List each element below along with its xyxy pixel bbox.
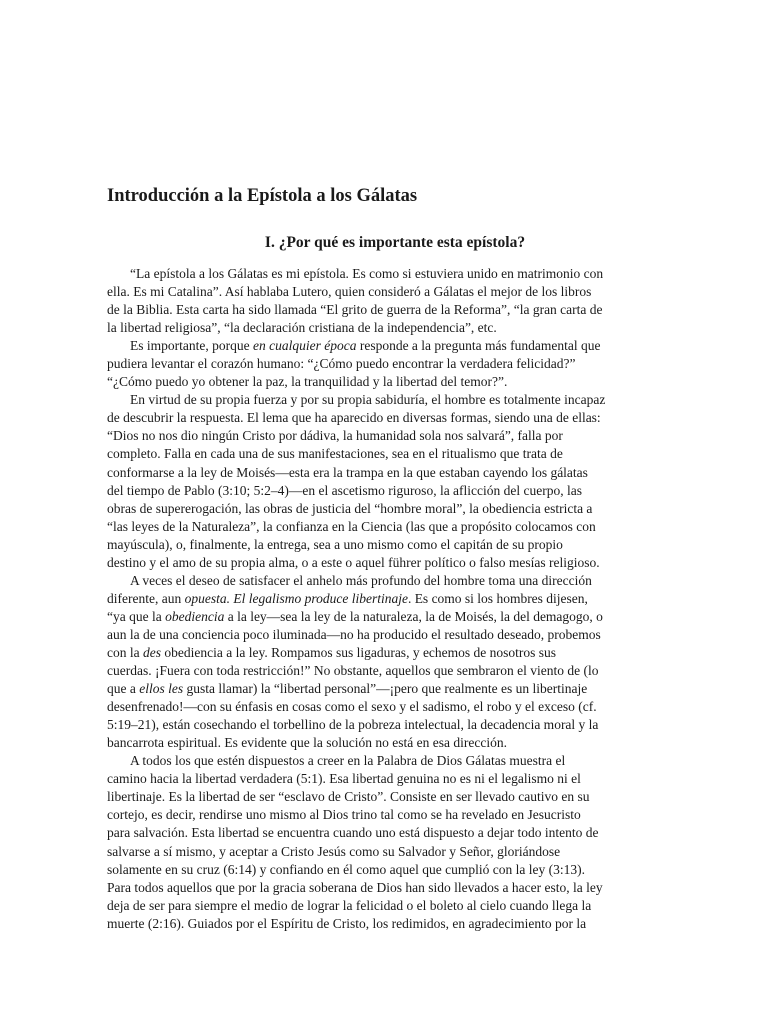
text-segment: Para todos aquellos que por la gracia soberana de Dios han sido llevados a hacer esto, la ley bbox=[107, 879, 603, 895]
text-line bbox=[107, 824, 667, 842]
text-line bbox=[107, 915, 667, 933]
section-heading: I. ¿Por qué es importante esta epístola? bbox=[264, 234, 526, 251]
text-segment: . Es como si los hombres dijesen, bbox=[407, 590, 588, 606]
text-segment: aun la de una conciencia poco iluminada—no ha producido el resultado deseado, probemos bbox=[107, 626, 601, 642]
italic-text: en cualquier época bbox=[252, 338, 357, 354]
text-segment: “La epístola a los Gálatas es mi epístola. Es como si estuviera unido en matrimonio con bbox=[130, 266, 604, 281]
text-segment: responde a la pregunta más fundamental que bbox=[356, 338, 601, 354]
text-line bbox=[107, 626, 667, 644]
text-line bbox=[107, 897, 667, 915]
text-segment: cortejo, es decir, rendirse uno mismo al Dios trino tal como se ha revelado en Jesucristo bbox=[107, 807, 581, 823]
text-line bbox=[107, 716, 667, 734]
text-line bbox=[107, 662, 667, 680]
text-segment: Es importante, porque bbox=[130, 338, 253, 354]
italic-text: obediencia bbox=[165, 608, 225, 624]
text-line bbox=[107, 391, 667, 409]
text-line bbox=[107, 843, 667, 861]
text-segment: pudiera levantar el corazón humano: “¿Cómo puedo encontrar la verdadera felicidad?” bbox=[107, 356, 576, 372]
text-segment: conformarse a la ley de Moisés—esta era la trampa en la que estaban cayendo los gálatas bbox=[107, 464, 588, 480]
text-line bbox=[107, 265, 667, 283]
text-line bbox=[107, 518, 667, 536]
text-line bbox=[107, 427, 667, 445]
text-segment: diferente, aun bbox=[107, 590, 185, 606]
text-segment: “Dios no nos dio ningún Cristo por dádiva, la humanidad sola nos salvará”, falla por bbox=[107, 428, 563, 444]
text-line bbox=[107, 861, 667, 879]
text-segment: salvarse a sí mismo, y aceptar a Cristo Jesús como su Salvador y Señor, gloriándose bbox=[107, 843, 561, 859]
text-segment: muerte (2:16). Guiados por el Espíritu de Cristo, los redimidos, en agradecimiento por la bbox=[107, 915, 587, 931]
text-segment: libertinaje. Es la libertad de ser “esclavo de Cristo”. Consiste en ser llevado cautivo en su bbox=[107, 789, 590, 805]
text-line bbox=[107, 464, 667, 482]
document-title: Introducción a la Epístola a los Gálatas bbox=[107, 186, 418, 206]
text-segment: la libertad religiosa”, “la declaración cristiana de la independencia”, etc. bbox=[107, 320, 497, 336]
text-line bbox=[107, 373, 667, 391]
italic-text: opuesta. El legalismo produce libertinaje bbox=[184, 590, 408, 606]
text-segment: cuerdas. ¡Fuera con toda restricción!” No obstante, aquellos que sembraron el viento de (lo bbox=[107, 663, 599, 679]
text-segment: obras de supererogación, las obras de justicia del “hombre moral”, la obediencia estricta a bbox=[107, 500, 593, 516]
text-line bbox=[107, 482, 667, 500]
text-line bbox=[107, 572, 667, 590]
text-segment: de la Biblia. Esta carta ha sido llamada “El grito de guerra de la Reforma”, “la gran carta de bbox=[107, 302, 603, 318]
italic-text: des bbox=[143, 644, 161, 660]
text-line bbox=[107, 301, 667, 319]
text-line bbox=[107, 554, 667, 572]
text-segment: obediencia a la ley. Rompamos sus ligaduras, y echemos de nosotros sus bbox=[161, 644, 557, 660]
text-segment: deja de ser para siempre el medio de lograr la felicidad o el boleto al cielo cuando llega la bbox=[107, 897, 592, 913]
text-line bbox=[107, 879, 667, 897]
text-segment: gusta llamar) la “libertad personal”—¡pero que realmente es un libertinaje bbox=[183, 681, 588, 697]
text-line bbox=[107, 770, 667, 788]
text-segment: A veces el deseo de satisfacer el anhelo más profundo del hombre toma una dirección bbox=[130, 572, 592, 588]
text-line bbox=[107, 788, 667, 806]
text-segment: del tiempo de Pablo (3:10; 5:2–4)—en el ascetismo riguroso, la aflicción del cuerpo, las bbox=[107, 482, 582, 498]
text-line bbox=[107, 500, 667, 518]
text-segment: “ya que la bbox=[107, 608, 166, 624]
text-segment: que a bbox=[107, 681, 140, 697]
text-segment: “¿Cómo puedo yo obtener la paz, la tranquilidad y la libertad del temor?”. bbox=[107, 374, 508, 390]
text-line bbox=[107, 734, 667, 752]
italic-text: ellos les bbox=[139, 681, 184, 697]
text-segment: con la bbox=[107, 644, 143, 660]
text-segment: camino hacia la libertad verdadera (5:1). Esa libertad genuina no es ni el legalismo ni el bbox=[107, 771, 581, 787]
text-line bbox=[107, 445, 667, 463]
text-segment: En virtud de su propia fuerza y por su propia sabiduría, el hombre es totalmente incapaz bbox=[130, 392, 606, 408]
text-segment: completo. Falla en cada una de sus manifestaciones, sea en el ritualismo que trata de bbox=[107, 446, 563, 462]
text-line bbox=[107, 283, 667, 301]
text-line bbox=[107, 536, 667, 554]
text-line bbox=[107, 644, 667, 662]
text-line bbox=[107, 337, 667, 355]
text-line bbox=[107, 698, 667, 716]
text-segment: solamente en su cruz (6:14) y confiando en él como aquel que cumplió con la ley (3:13). bbox=[107, 861, 585, 877]
text-line bbox=[107, 409, 667, 427]
text-segment: desenfrenado!—con su énfasis en cosas como el sexo y el sadismo, el robo y el exceso (cf. bbox=[107, 699, 597, 715]
text-line bbox=[107, 806, 667, 824]
text-segment: “las leyes de la Naturaleza”, la confianza en la Ciencia (las que a propósito colocamos con bbox=[107, 518, 596, 534]
text-segment: destino y el amo de su propia alma, o a este o aquel führer político o falso mesías religioso. bbox=[107, 554, 600, 570]
text-segment: para salvación. Esta libertad se encuentra cuando uno está dispuesto a dejar todo intento de bbox=[107, 825, 599, 841]
text-segment: mayúscula), o, finalmente, la entrega, sea a uno mismo como el capitán de su propio bbox=[107, 536, 563, 552]
text-line bbox=[107, 319, 667, 337]
text-segment: de descubrir la respuesta. El lema que ha aparecido en diversas formas, siendo una de ellas: bbox=[107, 410, 601, 426]
text-segment: A todos los que estén dispuestos a creer en la Palabra de Dios Gálatas muestra el bbox=[130, 753, 566, 769]
text-segment: a la ley—sea la ley de la naturaleza, la de Moisés, la del demagogo, o bbox=[224, 608, 603, 624]
text-segment: bancarrota espiritual. Es evidente que la solución no está en esa dirección. bbox=[107, 735, 507, 751]
body-text bbox=[107, 265, 667, 933]
text-line bbox=[107, 752, 667, 770]
text-line bbox=[107, 608, 667, 626]
text-line bbox=[107, 355, 667, 373]
text-line bbox=[107, 680, 667, 698]
text-segment: ella. Es mi Catalina”. Así hablaba Lutero, quien consideró a Gálatas el mejor de los libros bbox=[107, 284, 592, 300]
text-segment: 5:19–21), están cosechando el torbellino de la pobreza intelectual, la decadencia moral y la bbox=[107, 717, 599, 733]
text-line bbox=[107, 590, 667, 608]
